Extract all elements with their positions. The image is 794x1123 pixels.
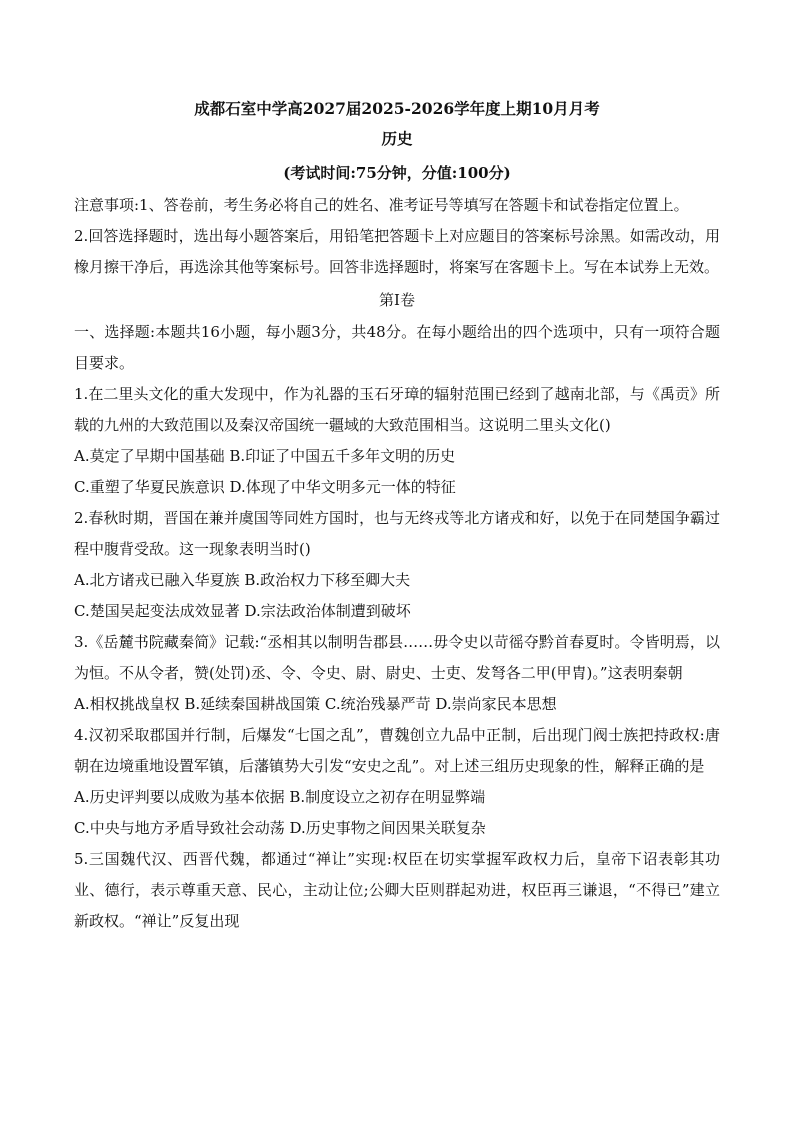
question-options: A.莫定了早期中国基础 B.印证了中国五千多年文明的历史	[74, 447, 456, 465]
question-stem: 2.春秋时期，晋国在兼并虞国等同姓方国时，也与无终戎等北方诸戎和好，以免于在同楚国争霸过程中腹背受敌。这一现象表明当时()	[74, 509, 720, 558]
question-5	[74, 844, 720, 937]
volume-heading: 第I卷	[379, 291, 415, 309]
question-stem: 3.《岳麓书院藏秦简》记载:“丞相其以制明告郡县……毋令史以苛徭夺黔首春夏时。令皆明焉，以为恒。不从令者，赞(处罚)丞、令、令史、尉、尉史、士吏、发弩各二甲(甲胄)。”这表明秦朝	[74, 633, 720, 682]
question-4	[74, 720, 720, 844]
question-stem: 4.汉初采取郡国并行制，后爆发“七国之乱”，曹魏创立九品中正制，后出现门阀士族把持政权:唐朝在边境重地设置军镇，后藩镇势大引发“安史之乱”。对上述三组历史现象的性，解释正确的是	[74, 726, 720, 775]
section-intro: 一、选择题:本题共16小题，每小题3分，共48分。在每小题给出的四个选项中，只有一项符合题目要求。	[74, 323, 720, 372]
exam-subject: 历史	[381, 129, 413, 148]
question-stem: 5.三国魏代汉、西晋代魏，都通过“禅让”实现:权臣在切实掌握军政权力后，皇帝下诏表彰其功业、德行，表示尊重天意、民心，主动让位;公卿大臣则群起劝进，权臣再三谦退，“不得已”建立新政权。“禅让”反复出现	[74, 850, 720, 930]
question-options: C.楚国吴起变法成效显著 D.宗法政治体制遭到破坏	[74, 602, 411, 620]
question-1	[74, 379, 720, 503]
question-options: A.北方诸戎已融入华夏族 B.政治权力下移至卿大夫	[74, 571, 411, 589]
notice-line-1: 注意事项:1、答卷前，考生务必将自己的姓名、准考证号等填写在答题卡和试卷指定位置上。	[74, 196, 689, 214]
question-options: C.重塑了华夏民族意识 D.体现了中华文明多元一体的特征	[74, 478, 456, 496]
question-3	[74, 627, 720, 720]
exam-duration: (考试时间:75分钟，分值:100分)	[283, 164, 511, 182]
question-2	[74, 503, 720, 627]
exam-title: 成都石室中学高2027届2025-2026学年度上期10月月考	[194, 99, 600, 118]
question-stem: 1.在二里头文化的重大发现中，作为礼器的玉石牙璋的辐射范围已经到了越南北部，与《禹贡》所载的九州的大致范围以及秦汉帝国统一疆域的大致范围相当。这说明二里头文化()	[74, 385, 720, 434]
question-options: A.历史评判要以成败为基本依据 B.制度设立之初存在明显弊端	[74, 788, 486, 806]
question-options: C.中央与地方矛盾导致社会动荡 D.历史事物之间因果关联复杂	[74, 819, 486, 837]
question-options: A.相权挑战皇权 B.延续秦国耕战国策 C.统治残暴严苛 D.崇尚家民本思想	[74, 695, 557, 713]
notice-line-2: 2.回答选择题时，选出每小题答案后，用铅笔把答题卡上对应题目的答案标号涂黑。如需改动，用橡月擦干净后，再选涂其他等案标号。回答非选择题时，将案写在客题卡上。写在本试券上无效。	[74, 227, 720, 276]
